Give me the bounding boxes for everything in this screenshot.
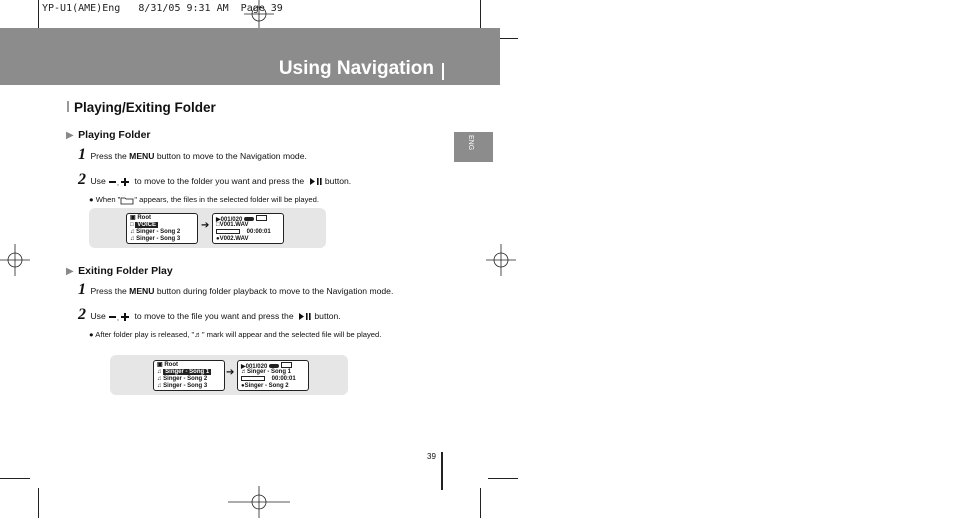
lcd-screen-right bbox=[212, 213, 284, 244]
svg-text:,: , bbox=[117, 314, 120, 322]
step-number: 1 bbox=[78, 146, 86, 163]
crop-mark bbox=[0, 478, 30, 479]
step-number: 1 bbox=[78, 281, 86, 298]
crop-mark bbox=[488, 478, 518, 479]
play-pause-icon bbox=[307, 177, 323, 186]
subsection-heading-exiting bbox=[66, 261, 173, 279]
step-text: Use , to move to the folder you want and press the button. bbox=[90, 176, 352, 187]
lcd-counter-row: ▶001/020 bbox=[241, 362, 292, 371]
playing-bullet bbox=[89, 189, 319, 207]
lcd-row: ♫ Singer - Song 3 bbox=[130, 236, 181, 242]
step-text: Press the MENU button during folder playback to move to the Navigation mode. bbox=[90, 286, 394, 296]
minus-plus-icon bbox=[108, 177, 132, 187]
playing-step-1 bbox=[78, 146, 307, 164]
step-text: Use , to move to the file you want and press the button. bbox=[90, 311, 341, 322]
section-title: Playing/Exiting Folder bbox=[74, 100, 216, 115]
lcd-row: □V001.WAV bbox=[216, 222, 249, 228]
printer-slug: YP-U1(AME)Eng 8/31/05 9:31 AM Page 39 bbox=[42, 3, 283, 14]
lcd-row: ♫ Singer - Song 1 bbox=[157, 369, 210, 375]
play-pause-icon bbox=[296, 312, 312, 321]
lcd-row: ♬Singer - Song 1 bbox=[241, 369, 292, 375]
subsection-heading-playing bbox=[66, 125, 151, 143]
page-number: 39 bbox=[427, 452, 436, 461]
exiting-lcd-panel bbox=[110, 355, 348, 395]
step-text: Press the MENU button to move to the Navigation mode. bbox=[90, 151, 307, 161]
minus-plus-icon bbox=[108, 312, 132, 322]
arrow-right-icon: ➔ bbox=[201, 220, 210, 231]
language-label: ENG bbox=[467, 135, 474, 151]
registration-mark-icon bbox=[244, 0, 274, 30]
page-title: Using Navigation bbox=[278, 58, 434, 79]
language-tab bbox=[454, 132, 493, 162]
bullet-text: ● When " " appears, the files in the selected folder will be played. bbox=[89, 195, 319, 204]
lcd-row: ♫ Singer - Song 2 bbox=[130, 229, 181, 235]
exiting-bullet bbox=[89, 324, 381, 342]
folder-icon bbox=[120, 196, 134, 205]
playing-step-2 bbox=[78, 171, 351, 189]
crop-mark bbox=[480, 488, 481, 518]
lcd-progress-row: 00:00:01 bbox=[216, 229, 271, 236]
lcd-row: ●V002.WAV bbox=[216, 236, 249, 242]
registration-mark-icon bbox=[228, 486, 290, 518]
registration-mark-icon bbox=[486, 244, 516, 276]
crop-mark bbox=[38, 488, 39, 518]
lcd-screen-left bbox=[126, 213, 198, 244]
lcd-counter-row: ▶001/020 bbox=[216, 215, 267, 224]
lcd-progress-row: 00:00:01 bbox=[241, 376, 296, 383]
title-divider bbox=[442, 63, 444, 80]
exiting-step-2 bbox=[78, 306, 341, 324]
title-banner bbox=[0, 28, 500, 85]
page-number-rule bbox=[441, 452, 443, 490]
crop-mark bbox=[38, 0, 39, 30]
section-marker bbox=[67, 101, 69, 112]
step-number: 2 bbox=[78, 171, 86, 188]
crop-mark bbox=[480, 0, 481, 30]
svg-text:,: , bbox=[117, 179, 120, 187]
bullet-text: ● After folder play is released, "♬" mark will appear and the selected file will be played. bbox=[89, 330, 382, 339]
registration-mark-icon bbox=[0, 244, 30, 276]
arrow-right-icon: ➔ bbox=[226, 367, 235, 378]
exiting-step-1 bbox=[78, 281, 393, 299]
lcd-row: □ VOICE bbox=[130, 222, 156, 228]
playing-lcd-panel bbox=[89, 208, 326, 248]
lcd-root-row: ▣ Root bbox=[157, 362, 179, 368]
lcd-screen-right bbox=[237, 360, 309, 391]
lcd-row: ●Singer - Song 2 bbox=[241, 383, 289, 389]
triangle-right-icon: ▶ bbox=[66, 266, 74, 277]
triangle-right-icon: ▶ bbox=[66, 130, 74, 141]
lcd-screen-left bbox=[153, 360, 225, 391]
music-note-icon: ♬ bbox=[194, 330, 202, 339]
playing-heading: Playing Folder bbox=[78, 129, 151, 141]
lcd-root-row: ▣ Root bbox=[130, 215, 152, 221]
lcd-row: ♫ Singer - Song 3 bbox=[157, 383, 208, 389]
step-number: 2 bbox=[78, 306, 86, 323]
lcd-row: ♫ Singer - Song 2 bbox=[157, 376, 208, 382]
exiting-heading: Exiting Folder Play bbox=[78, 265, 173, 277]
